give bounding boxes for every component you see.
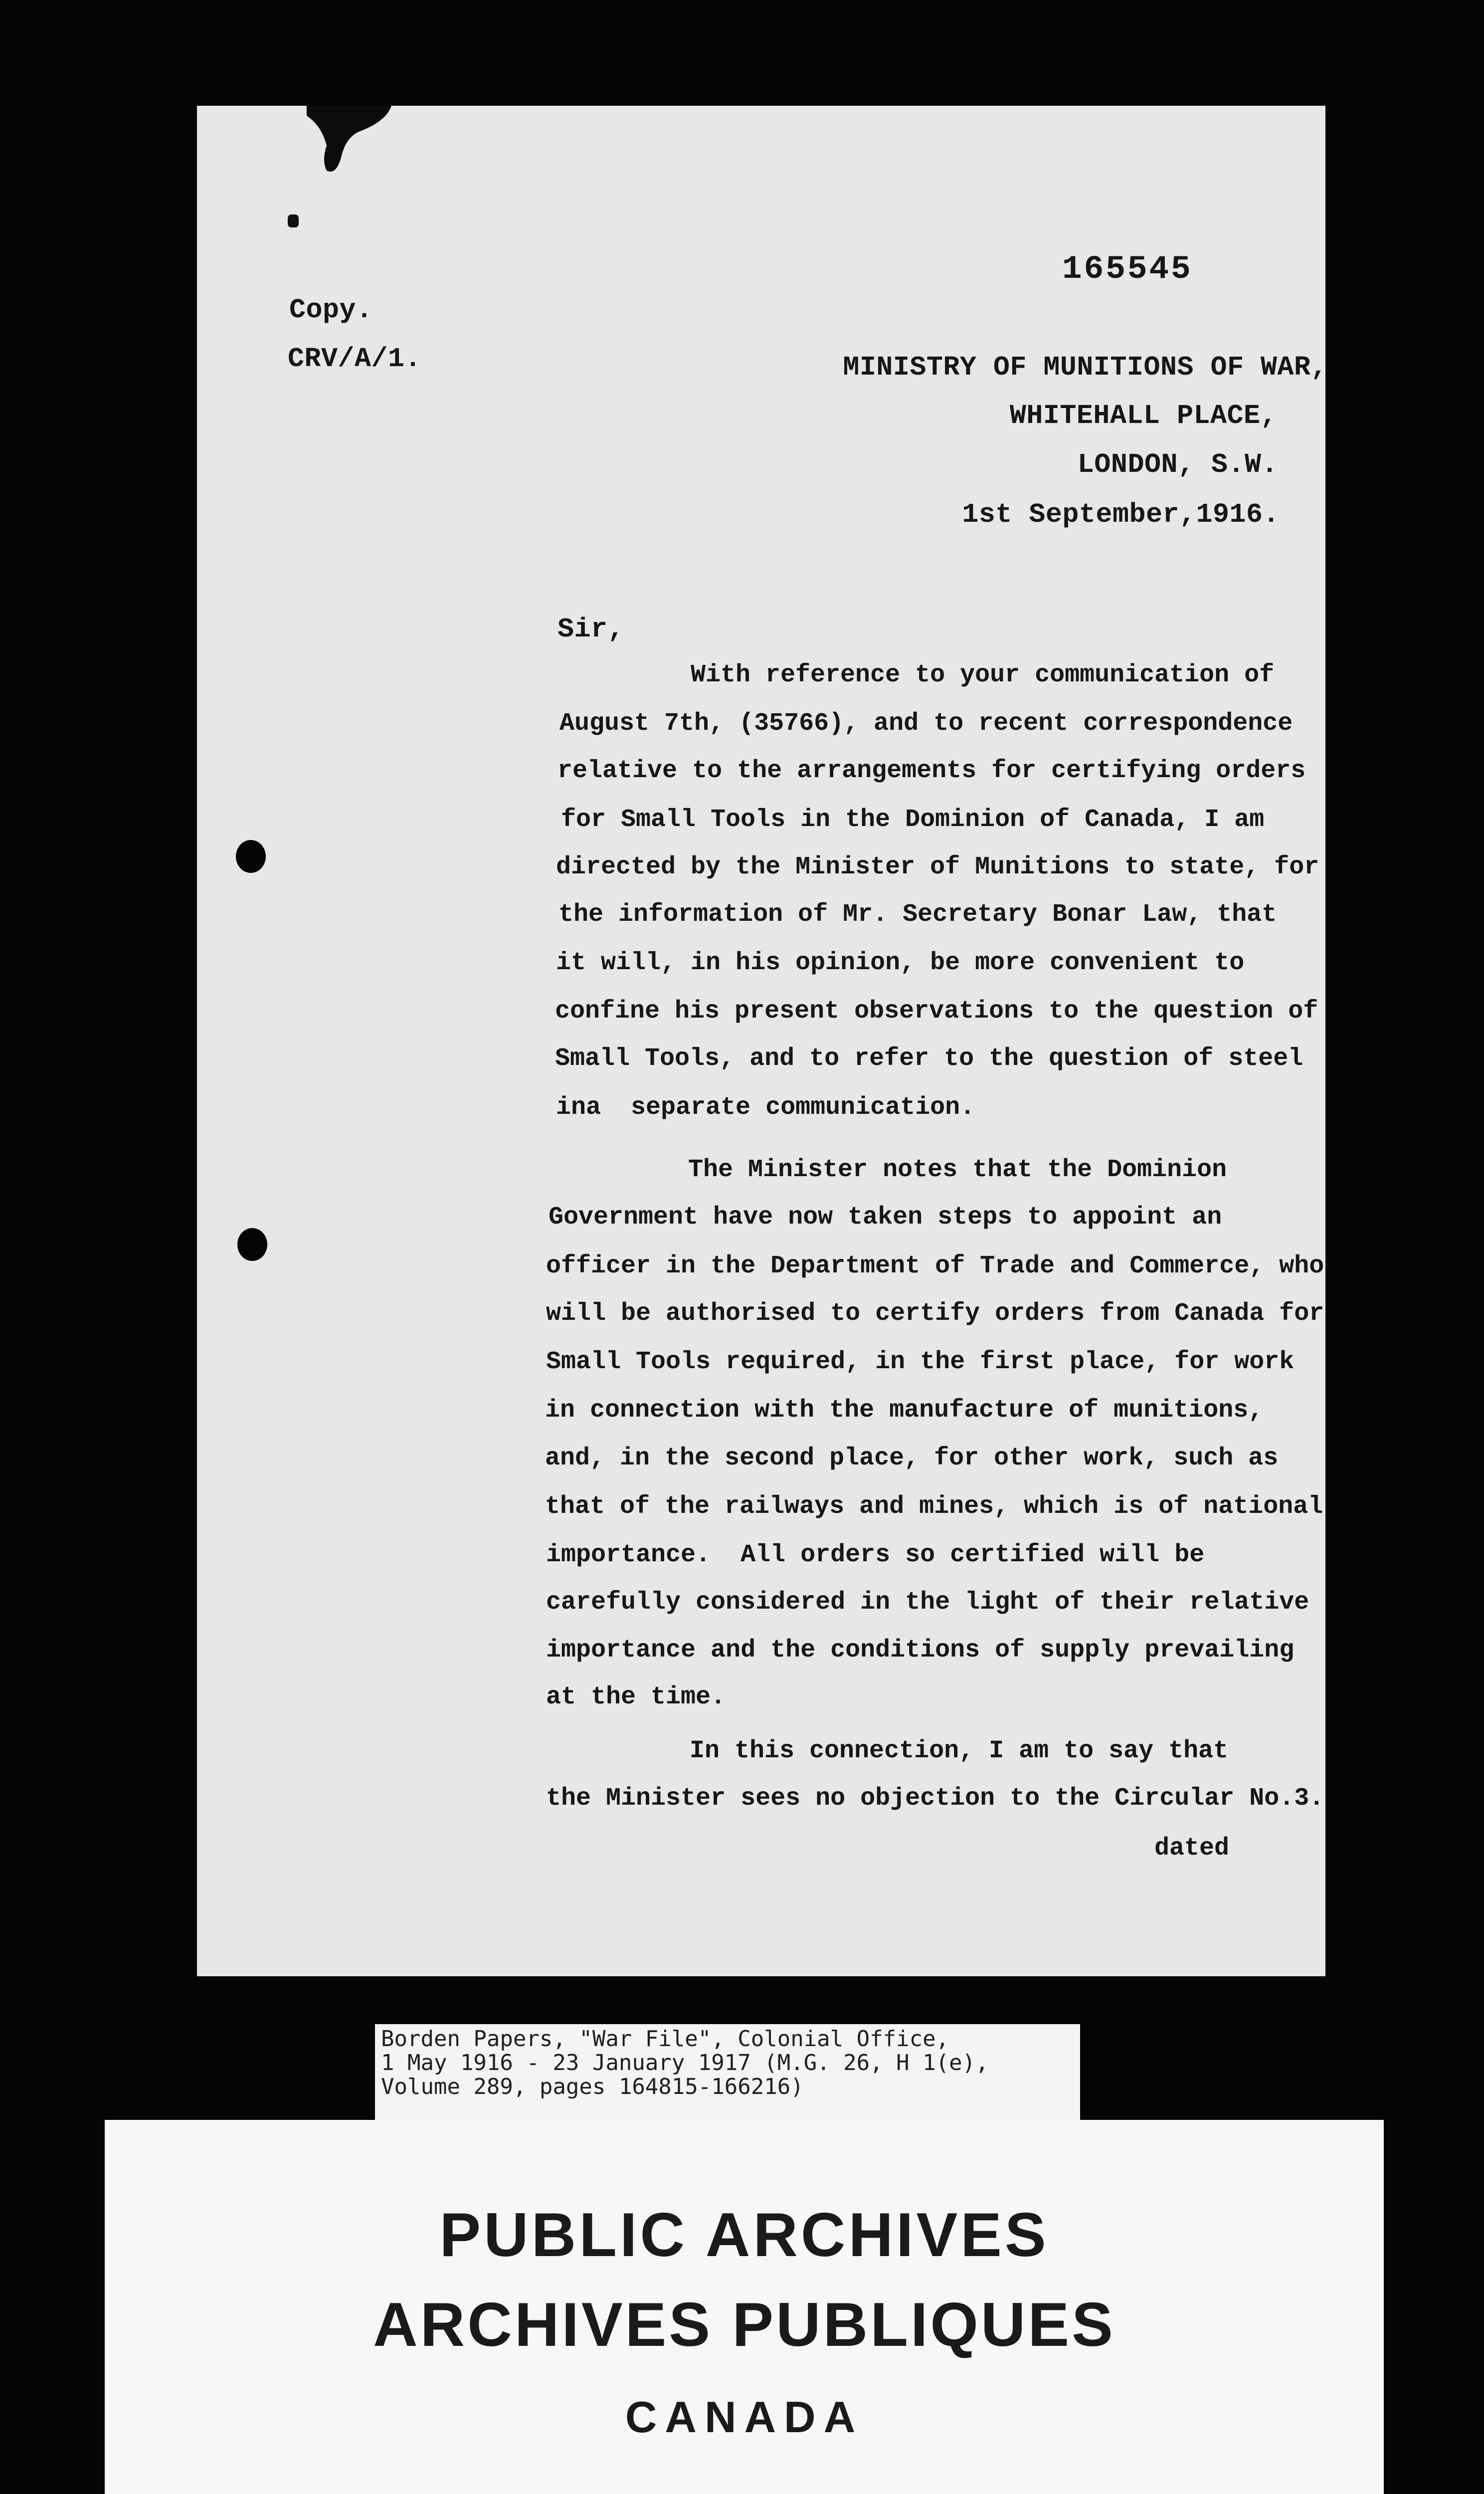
stamp-line: CANADA [625,2392,864,2442]
letter-body-line: dated [1154,1834,1230,1863]
copy-label: Copy. [289,294,373,326]
letter-body-line: it will, in his opinion, be more convenient to [556,949,1245,977]
archive-reference-line: 1 May 1916 - 23 January 1917 (M.G. 26, H 1(e), [381,2050,989,2076]
letter-body-line: and, in the second place, for other work, such as [545,1444,1279,1472]
letter-date: 1st September,1916. [962,499,1280,530]
salutation: Sir, [557,614,625,645]
letter-body-line: Small Tools required, in the first place, for work [546,1348,1295,1376]
letter-body-line: With reference to your communication of [691,661,1275,689]
letter-body-line: directed by the Minister of Munitions to state, for [556,853,1319,881]
letter-body-line: relative to the arrangements for certifying orders [557,757,1306,785]
letter-body-line: confine his present observations to the question of [555,997,1318,1026]
letter-page [197,106,1325,1976]
letter-body-line: The Minister notes that the Dominion [688,1156,1227,1184]
letter-body-line: for Small Tools in the Dominion of Canada, I am [561,806,1265,834]
letter-body-line: officer in the Department of Trade and Commerce, who [546,1252,1324,1280]
letter-body-line: will be authorised to certify orders from Canada for [546,1299,1324,1328]
letter-body-line: Small Tools, and to refer to the question of steel [555,1044,1303,1073]
letter-body-line: at the time. [546,1683,726,1711]
stamp-line: ARCHIVES PUBLIQUES [373,2290,1115,2359]
stray-mark [288,214,299,227]
archive-reference-line: Volume 289, pages 164815-166216) [381,2074,804,2099]
ink-blot [302,106,401,176]
letter-body-line: ina separate communication. [556,1093,975,1122]
stamp-line: PUBLIC ARCHIVES [439,2201,1049,2270]
punch-hole [236,840,266,873]
address-line: WHITEHALL PLACE, [1009,400,1277,431]
letter-body-line: importance. All orders so certified will be [546,1541,1205,1569]
archive-reference-label [375,2024,1080,2124]
document-number: 165545 [1062,250,1193,288]
address-line: LONDON, S.W. [1077,449,1278,480]
letter-body-line: carefully considered in the light of their relative [546,1588,1309,1617]
letter-body-line: In this connection, I am to say that [690,1737,1229,1765]
letter-body-line: in connection with the manufacture of munitions, [545,1396,1264,1425]
letter-body-line: Government have now taken steps to appoint an [549,1203,1222,1232]
archive-reference-line: Borden Papers, "War File", Colonial Office, [381,2026,949,2052]
letter-body-line: importance and the conditions of supply prevailing [546,1636,1295,1664]
reference-code: CRV/A/1. [288,343,422,375]
public-archives-stamp [105,2120,1384,2494]
letter-body-line: that of the railways and mines, which is of national [545,1492,1323,1521]
letter-body-line: the information of Mr. Secretary Bonar Law, that [558,900,1277,929]
letter-body-line: the Minister sees no objection to the Circular No.3. [546,1784,1324,1813]
letter-body-line: August 7th, (35766), and to recent correspondence [559,709,1293,738]
address-line: MINISTRY OF MUNITIONS OF WAR, [843,352,1327,383]
punch-hole [237,1228,267,1261]
